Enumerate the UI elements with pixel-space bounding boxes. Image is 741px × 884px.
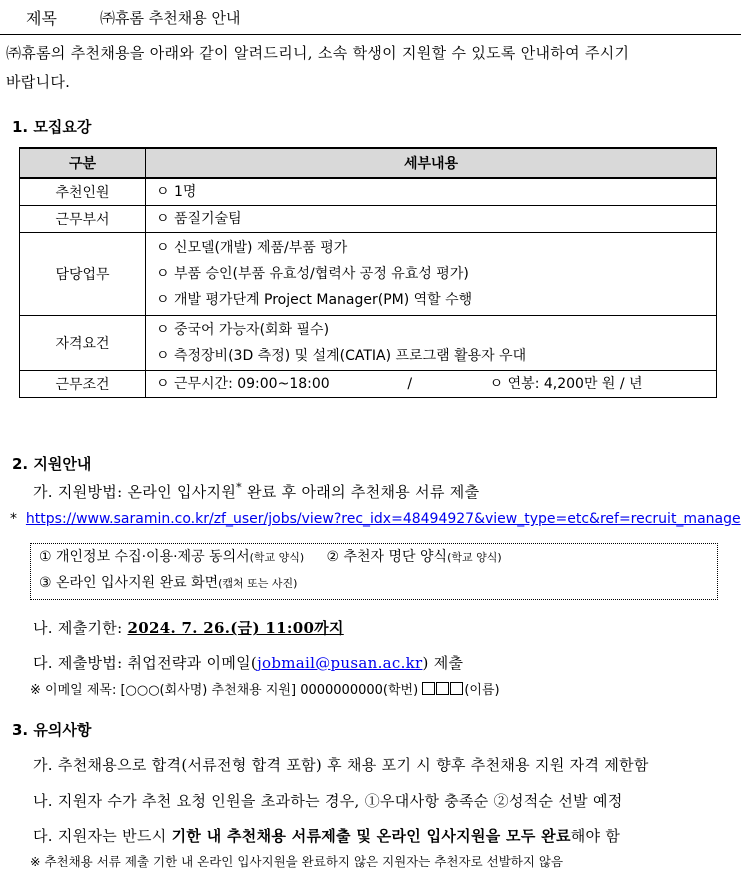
row-details [146, 316, 717, 371]
doc2: ② 추천자 명단 양식 [326, 549, 448, 565]
apply-method-suffix: 완료 후 아래의 추천채용 서류 제출 [241, 483, 480, 501]
work-hours: ㅇ 근무시간: 09:00~18:00 [156, 376, 330, 392]
email-subject-note [30, 679, 500, 698]
section3-title: 3. 유의사항 [12, 721, 92, 739]
doc1: ① 개인정보 수집·이용·제공 동의서 [39, 549, 250, 565]
header-details: 세부내용 [146, 148, 717, 178]
url-asterisk: * [10, 511, 17, 527]
table-row [20, 206, 717, 233]
email-link[interactable]: jobmail@pusan.ac.kr [257, 654, 423, 672]
detail-line: ㅇ 부품 승인(부품 유효성/협력사 공정 유효성 평가) [156, 266, 469, 282]
section1-title: 1. 모집요강 [12, 118, 92, 136]
row-category: 근무조건 [20, 371, 146, 398]
row-category: 근무부서 [20, 206, 146, 233]
doc2-note: (학교 양식) [447, 551, 502, 564]
notice-c [33, 825, 620, 846]
docs-line-2 [31, 570, 717, 596]
submission-method [33, 652, 463, 673]
table-row [20, 316, 717, 371]
recruit-table [19, 147, 717, 398]
submission-prefix: 다. 제출방법: 취업전략과 이메일( [33, 654, 258, 672]
row-details [146, 206, 717, 233]
work-conditions [156, 371, 716, 397]
header-category: 구분 [20, 148, 146, 178]
table-row [20, 233, 717, 316]
doc1-note: (학교 양식) [249, 551, 305, 564]
detail-line: ㅇ 1명 [156, 184, 197, 200]
docs-line-1 [31, 544, 717, 570]
submission-suffix: ) 제출 [422, 654, 464, 672]
detail-line: ㅇ 품질기술팀 [156, 211, 242, 227]
job-posting-link[interactable]: https://www.saramin.co.kr/zf_user/jobs/view?rec_idx=48494927&view_type=etc&ref=recruit_manage [25, 511, 741, 527]
url-line [10, 511, 741, 527]
table-row [20, 178, 717, 206]
notice-a: 가. 추천채용으로 합격(서류전형 합격 포함) 후 채용 포기 시 향후 추천채용 지원 자격 제한함 [33, 756, 649, 774]
email-subject-suffix: (이름) [464, 683, 500, 698]
name-box-icon [436, 682, 449, 695]
row-category: 자격요건 [20, 316, 146, 371]
apply-method [33, 481, 479, 502]
row-category: 추천인원 [20, 178, 146, 206]
deadline-prefix: 나. 제출기한: [33, 619, 128, 637]
notice-c-bold: 기한 내 추천채용 서류제출 및 온라인 입사지원을 모두 완료 [171, 827, 571, 845]
detail-line: ㅇ 중국어 가능자(회화 필수) [156, 322, 330, 338]
intro-line-2: 바랍니다. [6, 73, 71, 91]
row-category: 담당업무 [20, 233, 146, 316]
final-note: ※ 추천채용 서류 제출 기한 내 온라인 입사지원을 완료하지 않은 지원자는 추천자로 선발하지 않음 [30, 854, 564, 869]
name-box-icon [422, 682, 435, 695]
salary: ㅇ 연봉: 4,200만 원 / 년 [489, 376, 643, 392]
conditions-separator: / [407, 376, 413, 392]
email-subject-text: ※ 이메일 제목: [○○○(회사명) 추천채용 지원] 0000000000(학번) [30, 683, 423, 698]
row-details [146, 178, 717, 206]
deadline-line [33, 617, 344, 638]
detail-line: ㅇ 측정장비(3D 측정) 및 설계(CATIA) 프로그램 활용자 우대 [156, 348, 527, 364]
detail-line: ㅇ 신모델(개발) 제품/부품 평가 [156, 240, 348, 256]
row-details [146, 371, 717, 398]
deadline-date: 2024. 7. 26.(금) 11:00까지 [127, 619, 344, 637]
asterisk-mark: * [236, 481, 242, 494]
doc3: ③ 온라인 입사지원 완료 화면 [39, 575, 219, 591]
subject-row [0, 0, 741, 35]
name-box-icon [450, 682, 463, 695]
section2-title: 2. 지원안내 [12, 455, 92, 473]
notice-c-prefix: 다. 지원자는 반드시 [33, 827, 172, 845]
row-details [146, 233, 717, 316]
detail-line: ㅇ 개발 평가단계 Project Manager(PM) 역할 수행 [156, 292, 473, 308]
notice-c-suffix: 해야 함 [570, 827, 621, 845]
documents-box [30, 543, 718, 600]
table-header-row [20, 148, 717, 178]
table-row [20, 371, 717, 398]
notice-b: 나. 지원자 수가 추천 요청 인원을 초과하는 경우, ①우대사항 충족순 ②성적순 선발 예정 [33, 792, 623, 810]
apply-method-text: 가. 지원방법: 온라인 입사지원 [33, 483, 237, 501]
subject-label: 제목 [26, 9, 57, 28]
subject-title: ㈜휴롬 추천채용 안내 [100, 9, 241, 27]
intro-line-1: ㈜휴롬의 추천채용을 아래와 같이 알려드리니, 소속 학생이 지원할 수 있도록 안내하여 주시기 [6, 44, 630, 62]
doc3-note: (캡처 또는 사진) [218, 577, 298, 590]
